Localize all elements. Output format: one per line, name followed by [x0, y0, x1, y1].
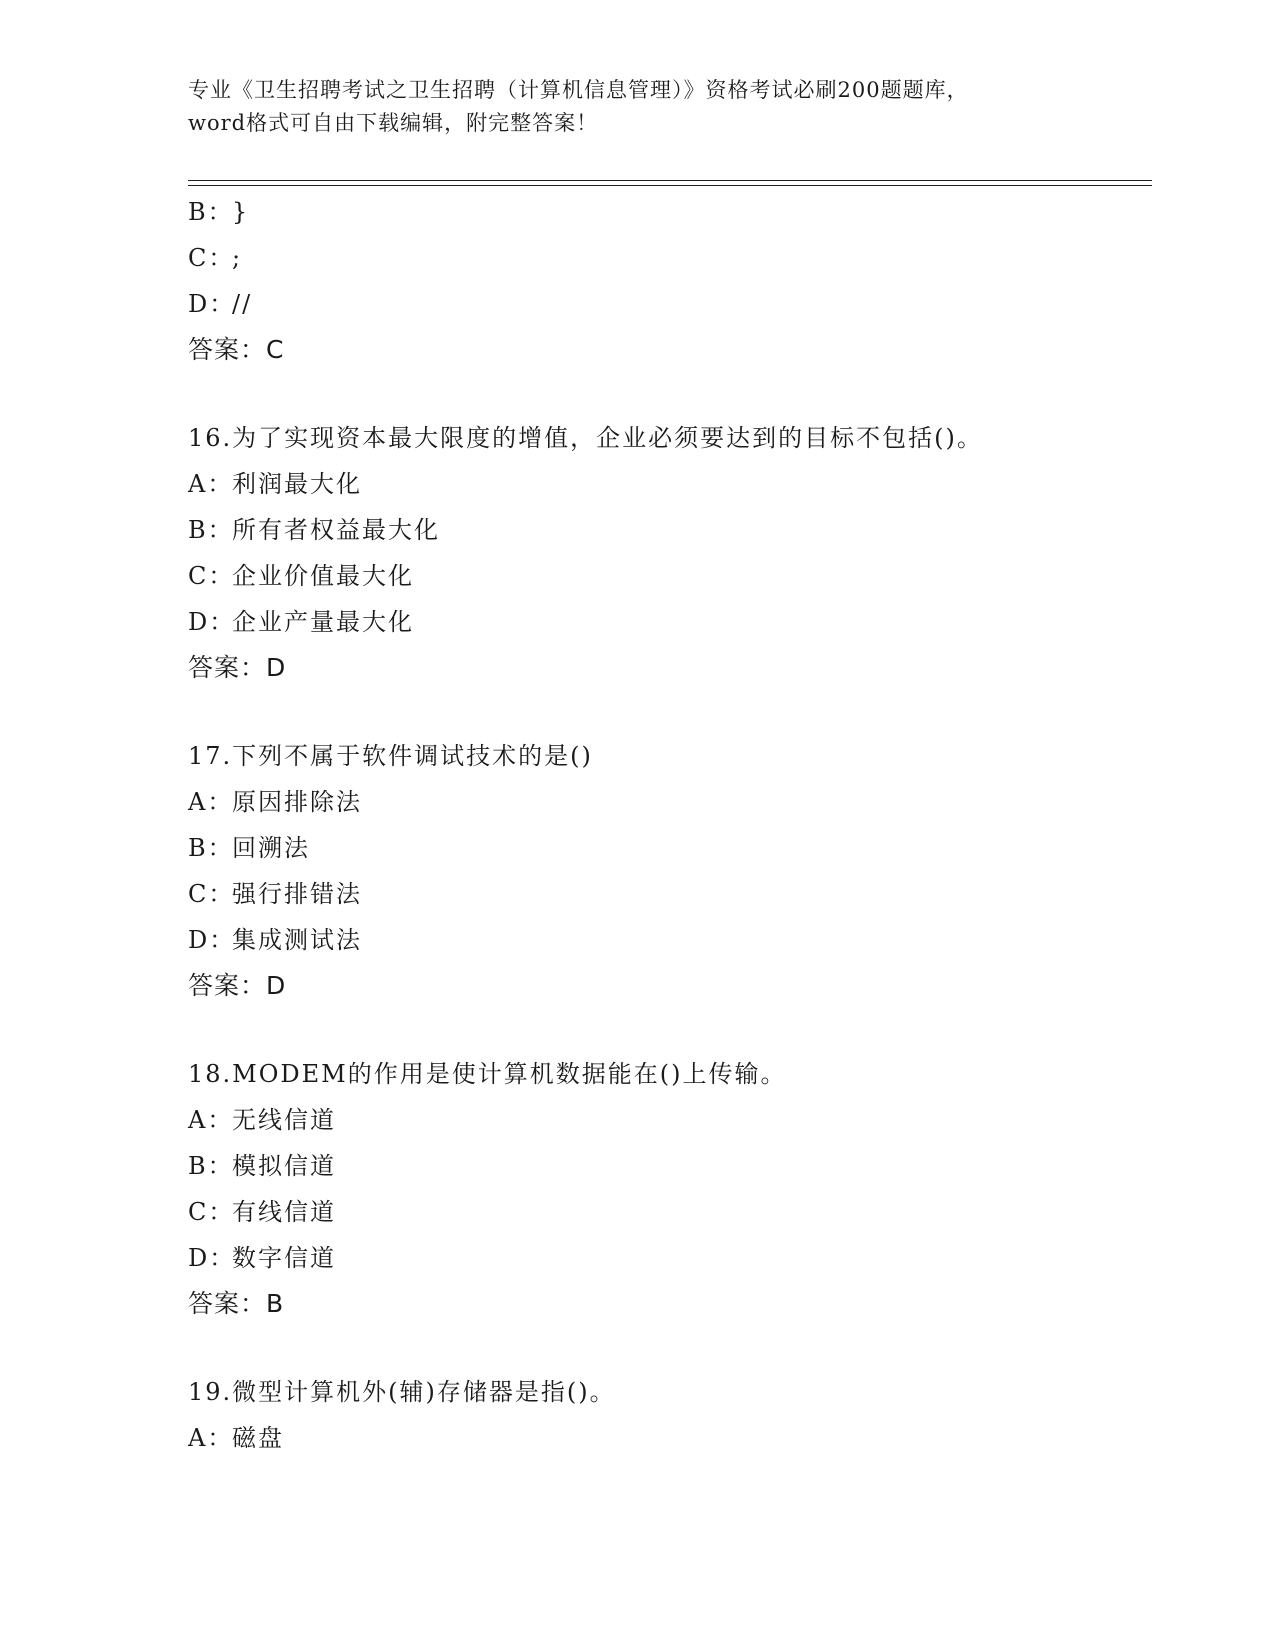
option-line	[188, 461, 1148, 507]
option-letter: C：	[188, 244, 235, 272]
answer-line: 答案：D	[188, 653, 287, 682]
option-letter: A：	[188, 788, 234, 816]
question-stem: 17.下列不属于软件调试技术的是()	[188, 742, 593, 770]
option-text: 所有者权益最大化	[232, 516, 440, 544]
answer-line: 答案：D	[188, 971, 287, 1000]
question-stem: 16.为了实现资本最大限度的增值，企业必须要达到的目标不包括()。	[188, 424, 983, 452]
option-letter: A：	[188, 1424, 234, 1452]
option-letter: A：	[188, 1106, 234, 1134]
option-line	[188, 1415, 1148, 1461]
question-stem: 18.MODEM的作用是使计算机数据能在()上传输。	[188, 1060, 787, 1088]
option-letter: D：	[188, 926, 236, 954]
option-line	[188, 871, 1148, 917]
option-text: 企业产量最大化	[232, 608, 414, 636]
option-letter: B：	[188, 198, 234, 226]
spacer	[188, 373, 1148, 415]
option-text: 有线信道	[232, 1198, 336, 1226]
page-header	[188, 74, 1088, 140]
option-letter: C：	[188, 1198, 235, 1226]
option-text: 磁盘	[232, 1424, 284, 1452]
spacer	[188, 1327, 1148, 1369]
question-stem: 19.微型计算机外(辅)存储器是指()。	[188, 1378, 616, 1406]
option-line	[188, 189, 1148, 235]
option-letter: D：	[188, 608, 236, 636]
option-letter: D：	[188, 290, 236, 318]
option-text: ;	[232, 244, 243, 272]
option-line	[188, 779, 1148, 825]
option-text: 集成测试法	[232, 926, 362, 954]
option-text: }	[232, 198, 250, 226]
option-text: 原因排除法	[232, 788, 362, 816]
option-letter: A：	[188, 470, 234, 498]
spacer	[188, 691, 1148, 733]
answer-line: 答案：B	[188, 1289, 285, 1318]
option-line	[188, 1235, 1148, 1281]
option-letter: D：	[188, 1244, 236, 1272]
answer-line: 答案：C	[188, 335, 285, 364]
header-divider-bottom	[188, 185, 1152, 186]
option-letter: B：	[188, 516, 234, 544]
option-letter: B：	[188, 834, 234, 862]
option-text: 无线信道	[232, 1106, 336, 1134]
option-line	[188, 1143, 1148, 1189]
option-letter: C：	[188, 562, 235, 590]
option-line	[188, 825, 1148, 871]
option-text: 数字信道	[232, 1244, 336, 1272]
option-line	[188, 235, 1148, 281]
option-text: 强行排错法	[232, 880, 362, 908]
option-text: 模拟信道	[232, 1152, 336, 1180]
option-text: 回溯法	[232, 834, 310, 862]
option-line	[188, 281, 1148, 327]
option-text: 企业价值最大化	[232, 562, 414, 590]
option-line	[188, 1097, 1148, 1143]
option-letter: B：	[188, 1152, 234, 1180]
spacer	[188, 1009, 1148, 1051]
option-line	[188, 553, 1148, 599]
question-list	[188, 189, 1148, 1461]
option-line	[188, 917, 1148, 963]
header-line-1: 专业《卫生招聘考试之卫生招聘（计算机信息管理）》资格考试必刷200题题库，	[188, 78, 969, 102]
option-line	[188, 1189, 1148, 1235]
header-line-2: word格式可自由下载编辑，附完整答案！	[188, 111, 599, 135]
option-line	[188, 507, 1148, 553]
option-line	[188, 599, 1148, 645]
header-divider-top	[188, 180, 1152, 181]
option-text: //	[232, 290, 253, 318]
option-letter: C：	[188, 880, 235, 908]
option-text: 利润最大化	[232, 470, 362, 498]
